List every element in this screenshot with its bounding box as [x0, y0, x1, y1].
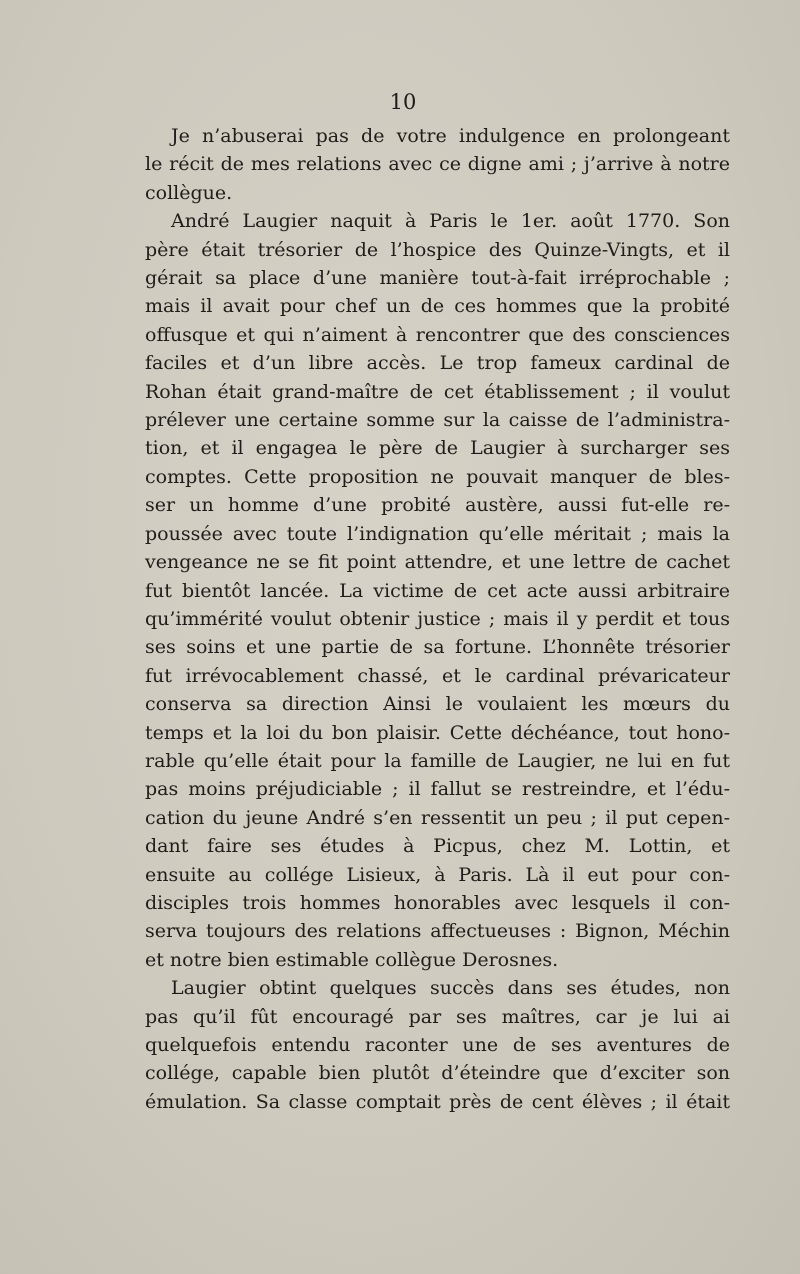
text-line: fut irrévocablement chassé, et le cardinal prévaricateur: [145, 664, 730, 687]
text-line: quelquefois entendu raconter une de ses aventures de: [145, 1034, 730, 1056]
text-line: gérait sa place d’une manière tout-à-fait irréprochable ;: [145, 267, 730, 290]
text-line: offusque et qui n’aiment à rencontrer que des consciences: [145, 323, 730, 346]
text-line: serva toujours des relations affectueuses : Bignon, Méchin: [145, 920, 730, 943]
text-line: et notre bien estimable collègue Derosnes.: [145, 948, 559, 971]
text-line: pas moins préjudiciable ; il fallut se restreindre, et l’édu-: [145, 778, 730, 801]
text-line: collègue.: [145, 181, 233, 204]
text-line: Rohan était grand-maître de cet établissement ; il voulut: [145, 380, 730, 403]
text-line: Je n’abuserai pas de votre indulgence en prolongeant: [171, 125, 730, 147]
text-line: dant faire ses études à Picpus, chez M. Lottin, et: [145, 835, 730, 858]
text-line: conserva sa direction Ainsi le voulaient les mœurs du: [145, 693, 730, 716]
text-line: mais il avait pour chef un de ces hommes que la probité: [145, 295, 730, 318]
text-line: fut bientôt lancée. La victime de cet acte aussi arbitraire: [145, 579, 730, 602]
text-line: Laugier obtint quelques succès dans ses études, non: [171, 977, 730, 1000]
text-line: comptes. Cette proposition ne pouvait manquer de bles-: [145, 465, 730, 488]
text-line: pas qu’il fût encouragé par ses maîtres, car je lui ai: [145, 1005, 730, 1028]
page-number: 10: [389, 90, 417, 114]
text-line: vengeance ne se fit point attendre, et une lettre de cachet: [145, 551, 730, 574]
text-line: disciples trois hommes honorables avec lesquels il con-: [145, 891, 730, 914]
text-line: qu’immérité voulut obtenir justice ; mais il y perdit et tous: [145, 607, 730, 630]
text-line: faciles et d’un libre accès. Le trop fameux cardinal de: [145, 352, 730, 375]
text-line: André Laugier naquit à Paris le 1er. août 1770. Son: [171, 210, 730, 233]
text-line: ses soins et une partie de sa fortune. L’honnête trésorier: [145, 636, 730, 659]
text-line: le récit de mes relations avec ce digne ami ; j’arrive à notre: [145, 153, 730, 176]
text-line: collége, capable bien plutôt d’éteindre que d’exciter son: [145, 1062, 730, 1085]
text-line: rable qu’elle était pour la famille de Laugier, ne lui en fut: [145, 749, 730, 772]
text-line: poussée avec toute l’indignation qu’elle méritait ; mais la: [145, 522, 730, 545]
body-text: [145, 122, 730, 1116]
text-line: ser un homme d’une probité austère, aussi fut-elle re-: [145, 494, 730, 517]
text-line: temps et la loi du bon plaisir. Cette déchéance, tout hono-: [145, 721, 730, 744]
text-line: tion, et il engagea le père de Laugier à surcharger ses: [145, 437, 730, 460]
text-line: émulation. Sa classe comptait près de cent élèves ; il était: [145, 1090, 730, 1113]
text-line: ensuite au collége Lisieux, à Paris. Là il eut pour con-: [145, 863, 730, 886]
text-line: père était trésorier de l’hospice des Quinze-Vingts, et il: [145, 238, 730, 261]
text-line: prélever une certaine somme sur la caisse de l’administra-: [145, 409, 730, 432]
text-line: cation du jeune André s’en ressentit un peu ; il put cepen-: [145, 806, 730, 829]
